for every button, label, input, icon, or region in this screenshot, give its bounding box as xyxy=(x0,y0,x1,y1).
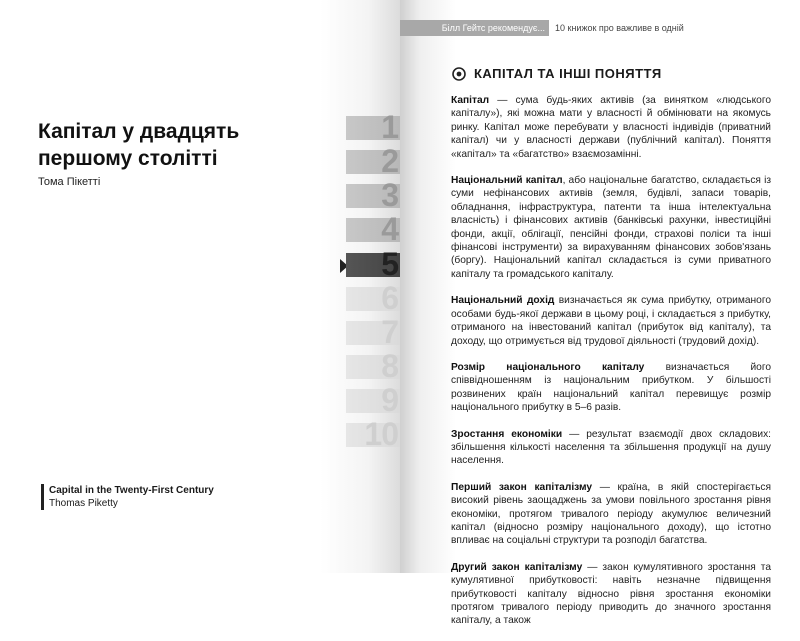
definition-term: Розмір національного капіталу xyxy=(451,361,645,373)
definition-paragraph xyxy=(451,481,771,548)
chapter-number: 7 xyxy=(381,314,398,350)
definition-term: Другий закон капіталізму xyxy=(451,561,583,573)
chapter-number: 9 xyxy=(381,382,398,418)
definition-term: Зростання економіки xyxy=(451,428,563,440)
target-icon xyxy=(452,67,466,81)
chapter-tab-6[interactable] xyxy=(346,280,400,316)
definition-text: — результат взаємодії двох складових: збільшення кількості населення та збільшення продукції на душу населення. xyxy=(451,428,772,467)
chapter-tab-2[interactable] xyxy=(346,143,400,179)
definition-text: — країна, в якій спостерігається високий рівень заощаджень за умови повільного зростання рівня економіки, протягом тривалого періоду акумулює величезний капітал (відносно розміру національного доходу), що істотно впливає на соціальні структури та розподіл багатства. xyxy=(451,481,771,547)
definition-text: , або національне багатство, складається із суми нефінансових активів (земля, будівлі, запаси товарів, обладнання, інфраструктура, патенти та інша інтелектуальна власність) і фінансових активів (банківські рахунки, інвестиційні фонди, акції, облігації, пенсійні фонди, страхові поліси та інші фінансові інструменти) за вирахуванням фінансових зобов'язань (боргу). Національний капітал складається із суми приватного капіталу та громадського капіталу. xyxy=(451,175,771,280)
chapter-tab-9[interactable] xyxy=(346,382,400,418)
definition-paragraph xyxy=(451,428,771,468)
series-label: Білл Гейтс рекомендує... xyxy=(400,20,549,36)
chapter-number: 5 xyxy=(381,246,398,282)
original-edition xyxy=(41,484,214,510)
chapter-tab-1[interactable] xyxy=(346,109,400,145)
original-author: Thomas Piketty xyxy=(49,498,118,509)
chapter-nav xyxy=(340,109,400,456)
definition-term: Перший закон капіталізму xyxy=(451,481,593,493)
definition-paragraph xyxy=(451,174,771,281)
chapter-tab-8[interactable] xyxy=(346,348,400,384)
definition-text: — закон кумулятивного зростання та кумулятивної прибутковості: навіть незначне підвищення прибутковості капіталу відносно рівня зростання економіки протягом тривалого періоду приводить до значного зростання капіталу, а також xyxy=(451,561,771,627)
definition-paragraph xyxy=(451,361,771,415)
definition-paragraph xyxy=(451,94,771,161)
chapter-number: 3 xyxy=(381,177,398,213)
chapter-number: 4 xyxy=(381,211,398,247)
definition-term: Національний дохід xyxy=(451,295,555,307)
definition-paragraph xyxy=(451,294,771,348)
chapter-number: 6 xyxy=(381,280,398,316)
chapter-tab-4[interactable] xyxy=(346,211,400,247)
definition-text: визначається його співвідношенням із національним прибутком. У більшості розвинених країн національний капітал перевищує розмір національного прибутку в 5–6 разів. xyxy=(451,361,771,414)
chapter-number: 1 xyxy=(381,109,398,145)
chapter-tab-5[interactable] xyxy=(346,246,400,282)
series-subtitle: 10 книжок про важливе в одній xyxy=(555,23,684,33)
book-title: Капітал у двадцять першому столітті xyxy=(38,120,240,170)
book-author: Тома Пікетті xyxy=(38,176,101,188)
original-title: Capital in the Twenty-First Century xyxy=(49,485,214,496)
chapter-tab-7[interactable] xyxy=(346,314,400,350)
chapter-number: 10 xyxy=(364,416,398,452)
left-page xyxy=(0,0,400,573)
definition-text: визначається як сума прибутку, отриманого особами будь-якої держави в цьому році, і складається з прибутку, отриманого на інвестований капітал (прибуток від капіталу), та доходу, що отримується від трудової діяльності (трудовий дохід). xyxy=(451,295,771,347)
chapter-number: 2 xyxy=(381,143,398,179)
definition-text: — сума будь-яких активів (за винятком «людського капіталу»), які можна мати у власності й обмінювати на якомусь ринку. Капітал може перебувати у власності індивідів (приватний капітал) чи у власності держави (публічний капітал). Поняття «капітал» та «багатство» взаємозамінні. xyxy=(451,95,771,160)
definition-term: Національний капітал xyxy=(451,175,563,187)
definition-paragraph xyxy=(451,561,771,628)
chapter-tab-3[interactable] xyxy=(346,177,400,213)
section-title: КАПІТАЛ ТА ІНШІ ПОНЯТТЯ xyxy=(474,66,662,81)
chapter-tab-10[interactable] xyxy=(346,416,400,452)
definition-term: Капітал xyxy=(451,95,490,106)
definitions-list xyxy=(451,94,771,641)
chapter-number: 8 xyxy=(381,348,398,384)
running-header xyxy=(400,20,800,36)
